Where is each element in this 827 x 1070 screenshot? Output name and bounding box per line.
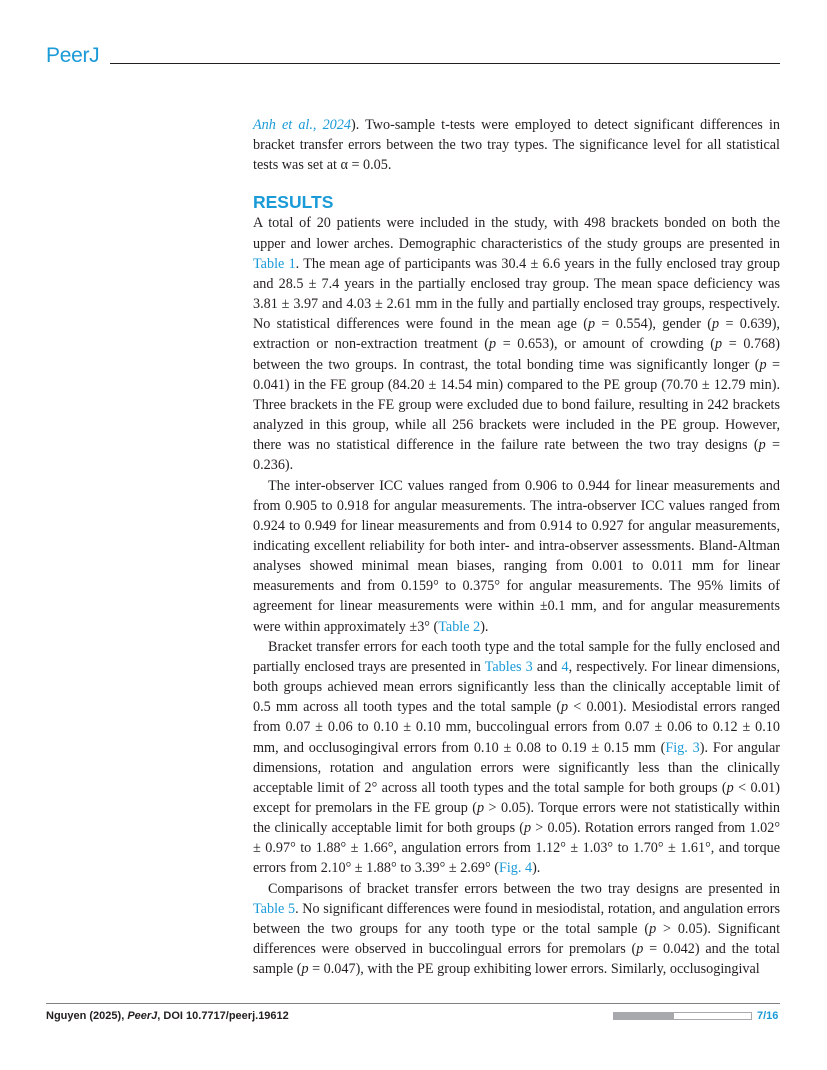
paragraph-comparisons: Comparisons of bracket transfer errors between the two tray designs are presented in Table 5. No significant differences were found in mesiodistal, rotation, and angulation errors between the two groups for any tooth type or the total sample (p > 0.05). Significant differences were observed in buccolingual errors for premolars (p = 0.042) and the total sample (p = 0.047), with the PE group exhibiting lower errors. Similarly, occlusogingival xyxy=(253,880,781,978)
page-progress-fill xyxy=(614,1013,674,1019)
article-body xyxy=(253,115,780,979)
footer-citation: Nguyen (2025), PeerJ, DOI 10.7717/peerj.19612 xyxy=(46,1010,289,1022)
tables3-link[interactable]: Tables 3 xyxy=(484,658,533,675)
table2-link[interactable]: Table 2 xyxy=(438,618,481,635)
paragraph-methods-end: Anh et al., 2024). Two-sample t-tests were employed to detect significant differences in bracket transfer errors between the two tray types. The significance level for all statistical tests was set at α = 0.05. xyxy=(253,117,780,174)
page-progress-bar xyxy=(613,1012,752,1020)
fig4-link[interactable]: Fig. 4 xyxy=(498,860,533,877)
citation-link[interactable]: Anh et al., 2024 xyxy=(253,117,351,133)
table1-link[interactable]: Table 1 xyxy=(253,255,296,272)
footer-divider xyxy=(46,1003,780,1004)
peerj-logo: PeerJ xyxy=(46,44,100,67)
section-heading-results: RESULTS xyxy=(253,192,334,213)
table5-link[interactable]: Table 5 xyxy=(253,900,296,917)
fig3-link[interactable]: Fig. 3 xyxy=(665,739,700,756)
page-number: 7/16 xyxy=(757,1010,779,1022)
header-divider xyxy=(110,63,780,64)
paragraph-transfer-errors: Bracket transfer errors for each tooth type and the total sample for the fully enclosed and partially enclosed trays are presented in Tables 3 and 4, respectively. For linear dimensions, both groups achieved mean errors significantly less than the clinically acceptable limit of 0.5 mm across all tooth types and the total sample (p < 0.001). Mesiodistal errors ranged from 0.07 ± 0.06 to 0.10 ± 0.10 mm, buccolingual errors from 0.07 ± 0.06 to 0.12 ± 0.10 mm, and occlusogingival errors from 0.10 ± 0.08 to 0.19 ± 0.15 mm (Fig. 3). For angular dimensions, rotation and angulation errors were significantly less than the clinically acceptable limit of 2° across all tooth types and the total sample for both groups (p < 0.01) except for premolars in the FE group (p > 0.05). Torque errors were not statistically within the clinically acceptable limit for both groups (p > 0.05). Rotation errors ranged from 1.02° ± 0.97° to 1.88° ± 1.66°, angulation errors from 1.12° ± 1.03° to 1.70° ± 1.61°, and torque errors from 2.10° ± 1.88° to 3.39° ± 2.69° (Fig. 4). xyxy=(253,638,781,877)
table4-link[interactable]: 4 xyxy=(561,658,569,675)
paragraph-reliability: The inter-observer ICC values ranged from 0.906 to 0.944 for linear measurements and from 0.905 to 0.918 for angular measurements. The intra-observer ICC values ranged from 0.924 to 0.949 for linear measurements and from 0.914 to 0.927 for angular measurements, indicating excellent reliability for both inter- and intra-observer assessments. Bland-Altman analyses showed minimal mean biases, ranging from 0.001 to 0.011 mm for linear measurements and from 0.159° to 0.375° for angular measurements. The 95% limits of agreement for linear measurements were within ±0.1 mm, and for angular measurements were within approximately ±3° (Table 2). xyxy=(253,477,780,635)
paragraph-demographics: A total of 20 patients were included in the study, with 498 brackets bonded on both the upper and lower arches. Demographic characteristics of the study groups are presented in Table 1. The mean age of participants was 30.4 ± 6.6 years in the fully enclosed tray group and 28.5 ± 7.4 years in the partially enclosed tray group. The mean space deficiency was 3.81 ± 3.97 and 4.03 ± 2.61 mm in the fully and partially enclosed tray groups, respectively. No statistical differences were found in the mean age (p = 0.554), gender (p = 0.639), extraction or non-extraction treatment (p = 0.653), or amount of crowding (p = 0.768) between the two groups. In contrast, the total bonding time was significantly longer (p = 0.041) in the FE group (84.20 ± 14.54 min) compared to the PE group (70.70 ± 12.79 min). Three brackets in the FE group were excluded due to bond failure, resulting in 242 brackets analyzed in this group, while all 256 brackets were included in the PE group. However, there was no statistical difference in the failure rate between the two tray designs (p = 0.236). xyxy=(253,215,780,474)
